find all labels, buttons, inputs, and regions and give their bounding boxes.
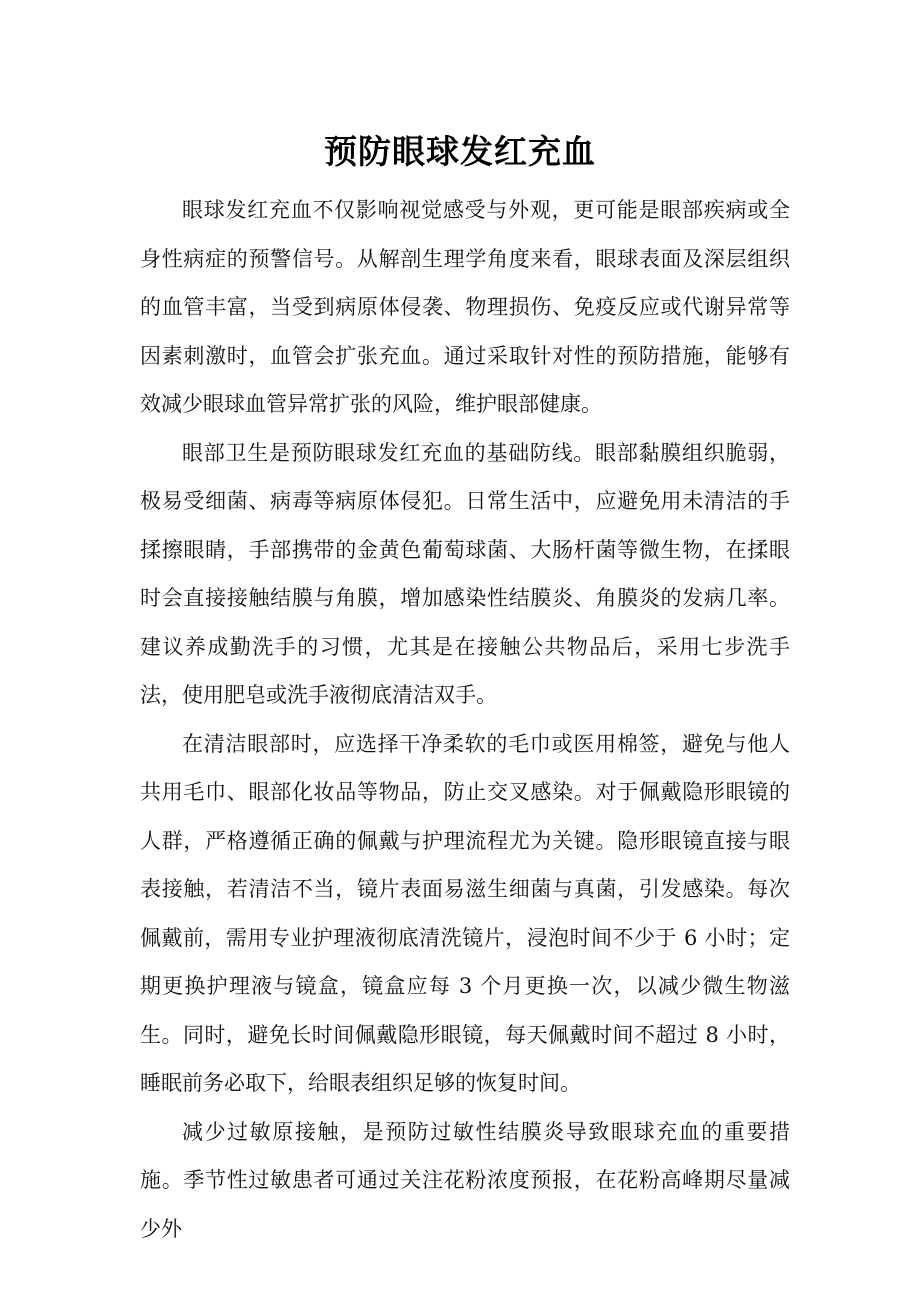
paragraph-eye-hygiene: 眼部卫生是预防眼球发红充血的基础防线。眼部黏膜组织脆弱，极易受细菌、病毒等病原体侵犯。日常生活中，应避免用未清洁的手揉擦眼睛，手部携带的金黄色葡萄球菌、大肠杆菌等微生物，在揉眼时会直接接触结膜与角膜，增加感染性结膜炎、角膜炎的发病几率。建议养成勤洗手的习惯，尤其是在接触公共物品后，采用七步洗手法，使用肥皂或洗手液彻底清洁双手。 bbox=[140, 440, 790, 707]
paragraph-allergen-avoidance: 减少过敏原接触，是预防过敏性结膜炎导致眼球充血的重要措施。季节性过敏患者可通过关注花粉浓度预报，在花粉高峰期尽量减少外 bbox=[140, 1119, 790, 1241]
paragraph-contact-lens-care: 在清洁眼部时，应选择干净柔软的毛巾或医用棉签，避免与他人共用毛巾、眼部化妆品等物品，防止交叉感染。对于佩戴隐形眼镜的人群，严格遵循正确的佩戴与护理流程尤为关键。隐形眼镜直接与眼表接触，若清洁不当，镜片表面易滋生细菌与真菌，引发感染。每次佩戴前，需用专业护理液彻底清洗镜片，浸泡时间不少于 6 小时；定期更换护理液与镜盒，镜盒应每 3 个月更换一次，以减少微生物滋生。同时，避免长时间佩戴隐形眼镜，每天佩戴时间不超过 8 小时，睡眠前务必取下，给眼表组织足够的恢复时间。 bbox=[140, 731, 790, 1095]
page-title: 预防眼球发红充血 bbox=[324, 132, 596, 171]
paragraph-intro: 眼球发红充血不仅影响视觉感受与外观，更可能是眼部疾病或全身性病症的预警信号。从解剖生理学角度来看，眼球表面及深层组织的血管丰富，当受到病原体侵袭、物理损伤、免疫反应或代谢异常等因素刺激时，血管会扩张充血。通过采取针对性的预防措施，能够有效减少眼球血管异常扩张的风险，维护眼部健康。 bbox=[140, 198, 790, 416]
article-body bbox=[140, 186, 790, 1253]
